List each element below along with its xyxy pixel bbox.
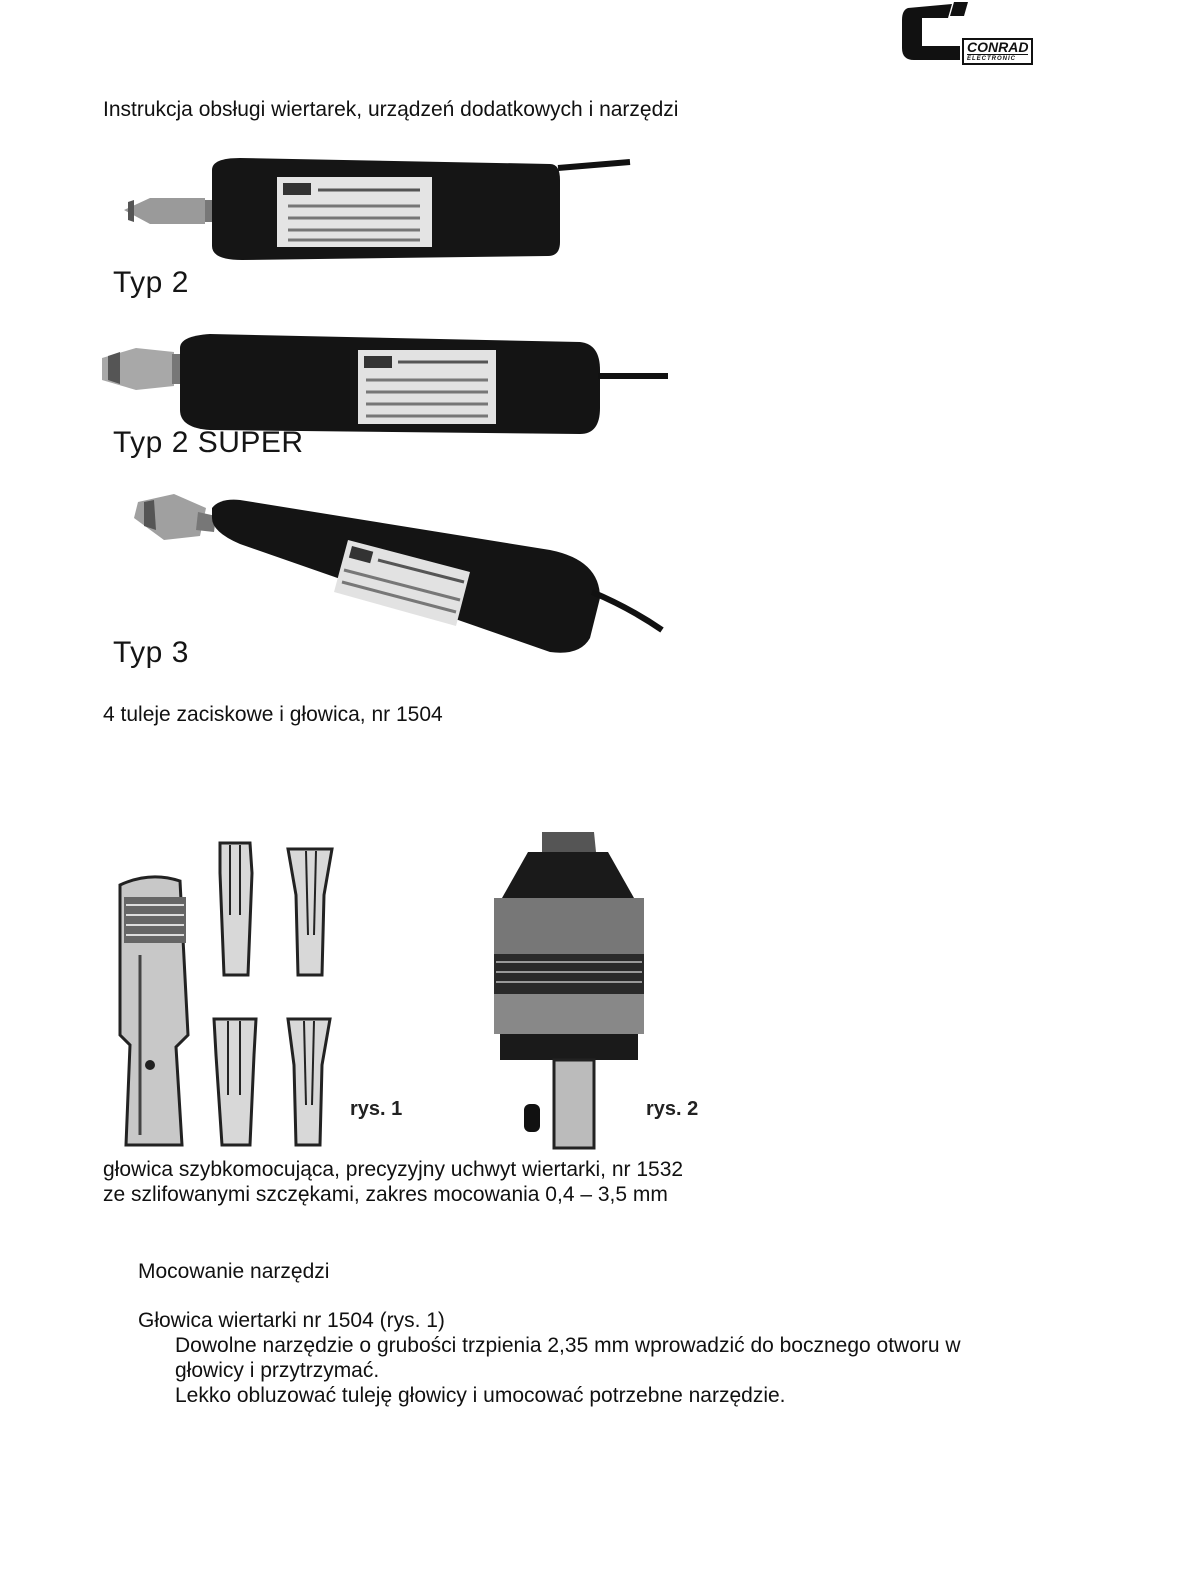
collet-caption: 4 tuleje zaciskowe i głowica, nr 1504 <box>103 703 443 726</box>
logo-sub: ELECTRONIC <box>967 54 1028 63</box>
figure-1-label: rys. 1 <box>350 1098 403 1120</box>
instruction-line: Lekko obluzować tuleję głowicy i umocować potrzebne narzędzie. <box>175 1384 786 1407</box>
drill-label-typ2-super: Typ 2 SUPER <box>113 426 304 459</box>
figure-2-label: rys. 2 <box>646 1098 699 1120</box>
drill-label-typ2: Typ 2 <box>113 266 189 299</box>
drill-photo-typ2 <box>120 150 640 270</box>
instruction-line: głowicy i przytrzymać. <box>175 1359 380 1382</box>
document-title: Instrukcja obsługi wiertarek, urządzeń dodatkowych i narzędzi <box>103 98 679 121</box>
conrad-wordmark <box>962 38 1033 65</box>
section-heading: Mocowanie narzędzi <box>138 1260 330 1283</box>
conrad-c-emblem <box>898 0 968 62</box>
figure-chuck <box>484 828 654 1152</box>
drill-photo-typ3 <box>130 488 670 658</box>
drill-photo-typ2-super <box>100 330 670 440</box>
logo-name: CONRAD <box>967 39 1029 55</box>
instruction-line: Dowolne narzędzie o grubości trzpienia 2,35 mm wprowadzić do bocznego otworu w <box>175 1334 961 1357</box>
conrad-logo <box>898 0 1038 62</box>
section-subheading: Głowica wiertarki nr 1504 (rys. 1) <box>138 1309 445 1332</box>
chuck-caption-line-1: głowica szybkomocująca, precyzyjny uchwyt wiertarki, nr 1532 <box>103 1158 684 1181</box>
chuck-caption-line-2: ze szlifowanymi szczękami, zakres mocowania 0,4 – 3,5 mm <box>103 1183 668 1206</box>
drill-label-typ3: Typ 3 <box>113 636 189 669</box>
